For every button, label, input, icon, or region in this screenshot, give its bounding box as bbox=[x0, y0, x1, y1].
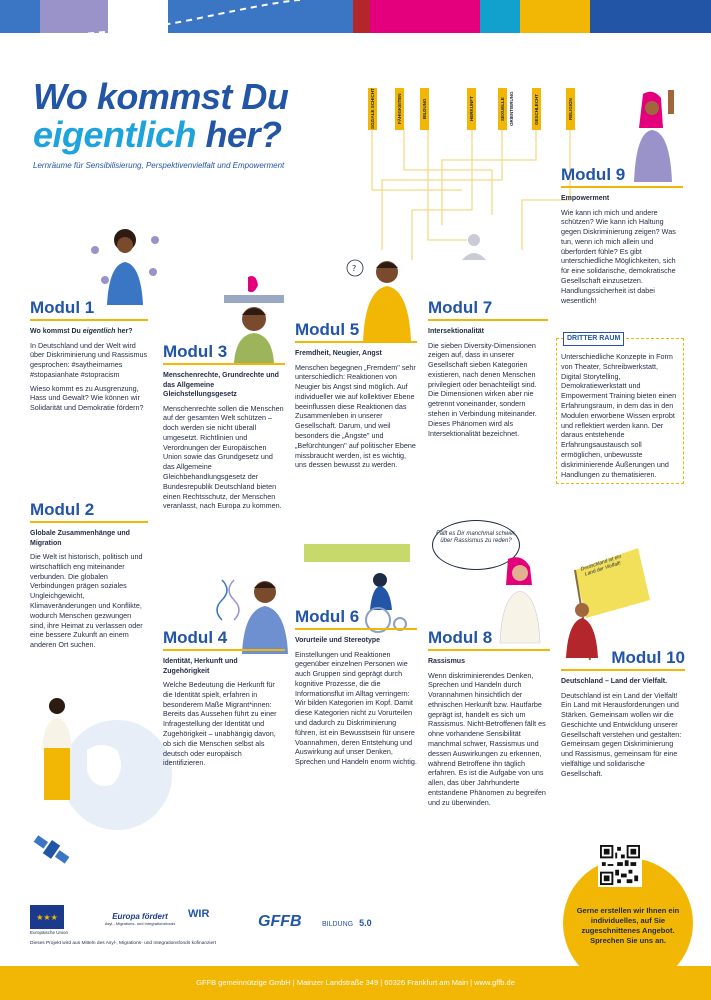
dimension-label: FÄHIGKEITEN bbox=[395, 88, 404, 130]
dritter-raum-text: Unterschiedliche Konzepte in Form von Theater, Schreibwerkstatt, Digital Storytelling, Demokratiewerkstatt und Empowerment Training bieten einen Erfahrungsraum, in dem das in den Modulen erworbene Wissen erprobt und reflektiert werden kann. Der daraus entstehende Erfahrungsaustausch soll ermöglichen, unbewusste diskriminierende Äußerungen und Handlungen zu thematisieren. bbox=[561, 352, 677, 479]
module-4 bbox=[163, 628, 285, 772]
module-subtitle: Globale Zusammenhänge und Migration bbox=[30, 530, 130, 547]
bildung-logo bbox=[322, 918, 372, 928]
eu-label: Europäische Union bbox=[30, 930, 69, 935]
title-accent: eigentlich bbox=[33, 114, 197, 155]
module-underline bbox=[561, 669, 685, 671]
module-1 bbox=[30, 298, 148, 417]
color-segment bbox=[370, 0, 480, 33]
dimension-label: SOZIALE SCHICHT bbox=[370, 88, 375, 130]
qr-code-graphic bbox=[600, 845, 640, 885]
module-subtitle: Vorurteile und Stereotype bbox=[295, 637, 381, 644]
module-subtitle: Intersektionalität bbox=[428, 328, 485, 335]
footer-bar bbox=[0, 966, 711, 1000]
eu-logo bbox=[30, 905, 68, 935]
bildung-version: 5.0 bbox=[359, 918, 372, 928]
title-line-1: Wo kommst Du bbox=[33, 76, 289, 117]
dimension-label: HERKUNFT bbox=[467, 88, 476, 130]
module-3 bbox=[163, 342, 285, 515]
module-heading: Modul 10 bbox=[611, 648, 685, 667]
module-8 bbox=[428, 628, 550, 812]
module-text: Wie kann ich mich und andere schützen? Wie kann ich Haltung gegen Diskriminierung zeigen? Was tun, wenn ich mich allein und überfordert fühle? Es gibt unterschiedliche Möglichkeiten, sich für eine solidarische, demokratische Gesellschaft einzusetzen. Handlungssicherheit ist dabei wesentlich! bbox=[561, 207, 676, 305]
module-text: Welche Bedeutung die Herkunft für die Identität spielt, erfahren in besonderem Maße Migrant*innen: Bereits das Aussehen führt zu einer Infragestellung der Identität und Zugehörigkeit – unabhängig davon, ob sich die Menschen selbst als deutsch oder europäisch identifizieren. bbox=[163, 680, 277, 768]
subtitle-part: her? bbox=[115, 328, 133, 335]
color-segment bbox=[590, 0, 711, 33]
module-underline bbox=[30, 319, 148, 321]
title-line-2 bbox=[33, 116, 288, 154]
module-underline bbox=[30, 521, 148, 523]
svg-text:?: ? bbox=[352, 264, 357, 273]
module-underline bbox=[295, 628, 417, 630]
module-underline bbox=[163, 363, 285, 365]
module-heading: Modul 7 bbox=[428, 298, 493, 317]
gffb-logo: GFFB bbox=[258, 913, 302, 930]
dritter-raum-label: DRITTER RAUM bbox=[563, 332, 624, 346]
module-underline bbox=[163, 649, 285, 651]
offer-text: Gerne erstellen wir Ihnen ein individuelles, auf Sie zugeschnittenes Angebot. Sprechen Sie uns an. bbox=[576, 906, 680, 945]
eu-flag-icon: ★★★ bbox=[30, 905, 64, 929]
module-subtitle: Fremdheit, Neugier, Angst bbox=[295, 350, 382, 357]
module-underline bbox=[428, 319, 548, 321]
module-underline bbox=[295, 341, 417, 343]
europa-foerdert-text: Europa fördert bbox=[112, 912, 168, 921]
footer-address[interactable]: GFFB gemeinnützige GmbH | Mainzer Landstraße 349 | 60326 Frankfurt am Main | www.gffb.de bbox=[196, 978, 515, 987]
qr-code-icon[interactable] bbox=[598, 843, 642, 887]
module-text: In Deutschland und der Welt wird über Diskriminierung und Rassismus gesprochen: #saytheirnames #stopasianhate #stopracism bbox=[30, 340, 148, 379]
module-heading: Modul 2 bbox=[30, 500, 95, 519]
speech-bubble: Fällt es Dir manchmal schwer, über Rassismus zu reden? bbox=[432, 520, 520, 570]
module-text: Wieso kommt es zu Ausgrenzung, Hass und Gewalt? Wie können wir Solidarität und Demokratie fördern? bbox=[30, 383, 144, 413]
color-segment bbox=[520, 0, 590, 33]
title-rest: her? bbox=[196, 114, 282, 155]
module-subtitle bbox=[30, 327, 148, 337]
dimensions-network-illustration bbox=[352, 120, 552, 270]
color-segment bbox=[480, 0, 520, 33]
funding-note: Dieses Projekt wird aus Mitteln des Asyl-, Migrations- und Integrationsfonds kofinanziert bbox=[30, 941, 217, 946]
subtitle-part: eigentlich bbox=[82, 328, 116, 335]
flag-text: Deutschland ist ein Land der Vielfalt! bbox=[580, 553, 623, 578]
dimension-label: GESCHLECHT bbox=[532, 88, 541, 130]
module-text: Menschenrechte sollen die Menschen auf der gesamten Welt schützen – doch werden sie nicht überall umgesetzt. Richtlinien und Verordnungen der Europäischen Union sowie das Grundgesetz und das Allgemeine Gleichbehandlungsgesetz der Bundesrepublik Deutschland bieten einen Rechtsschutz, der Menschen veranlasst, nach Europa zu kommen. bbox=[163, 403, 284, 511]
color-segment bbox=[353, 0, 370, 33]
diversity-dimensions bbox=[368, 88, 583, 138]
module-subtitle: Rassismus bbox=[428, 658, 465, 665]
page-subtitle: Lernräume für Sensibilisierung, Perspektivenvielfalt und Empowerment bbox=[33, 161, 285, 170]
module-text: Wenn diskriminierendes Denken, Sprechen und Handeln durch Vorannahmen hinsichtlich der ethnischen Herkunft bzw. Hautfarbe geprägt ist, handelt es sich um Rassismus. Nicht-Betroffenen fällt es ohne vorhandene Sensibilität manchmal schwer, Rassismus und dessen Auswirkungen zu erkennen, während Betroffene ihn täglich erfahren. Es ist die Aufgabe von uns allen, das über Jahrhunderte entstandene Phänomen zu begreifen und zu überwinden. bbox=[428, 670, 546, 807]
module-9 bbox=[561, 165, 683, 309]
module-subtitle: Identität, Herkunft und Zugehörigkeit bbox=[163, 658, 238, 675]
dritter-raum-box bbox=[556, 335, 684, 484]
module-text: Deutschland ist ein Land der Vielfalt! Ein Land mit Herausforderungen und Stärken. Gemeinsam wollen wir die Geschichte und Entwicklung unserer Gesellschaft verstehen und gestalten: Gemeinsam gegen Diskriminierung und Rassismus, gemeinsam für eine vielfältige und solidarische Gesellschaft. bbox=[561, 690, 682, 778]
module-5 bbox=[295, 320, 417, 474]
module-heading: Modul 8 bbox=[428, 628, 493, 647]
person-thinking-illustration bbox=[85, 210, 165, 310]
module-text: Einstellungen und Reaktionen gegenüber einzelnen Personen wie auch Gruppen sind geprägt durch kognitive Prozesse, die die Informationsflut im Alltag verringern: Wir bilden Kategorien im Kopf. Damit diese Kategorien nicht zu Vorurteilen und dadurch zu Diskriminierung führen, ist ein Bewusstsein für unsere Voannahmen, deren Entstehung und Auswirkung auf unser Denken, Sprechen und Handeln enorm wichtig. bbox=[295, 649, 417, 767]
module-heading: Modul 9 bbox=[561, 165, 626, 184]
dimension-label: BILDUNG bbox=[420, 88, 429, 130]
module-underline bbox=[428, 649, 550, 651]
dashed-path-decoration bbox=[0, 0, 300, 40]
module-heading: Modul 3 bbox=[163, 342, 228, 361]
module-underline bbox=[561, 186, 683, 188]
module-10 bbox=[561, 648, 685, 783]
module-subtitle: Empowerment bbox=[561, 195, 610, 202]
module-heading: Modul 4 bbox=[163, 628, 228, 647]
module-subtitle: Deutschland – Land der Vielfalt. bbox=[561, 678, 668, 685]
person-globe-illustration bbox=[12, 690, 182, 890]
wir-logo: WIR bbox=[188, 908, 210, 920]
module-subtitle: Menschenrechte, Grundrechte und das Allgemeine Gleichstellungsgesetz bbox=[163, 372, 279, 398]
module-heading: Modul 6 bbox=[295, 607, 360, 626]
europa-foerdert-logo bbox=[100, 912, 180, 926]
module-text: Die Welt ist historisch, politisch und wirtschaftlich eng miteinander verbunden. Die globalen Verbindungen prägen soziales Ungleichgewicht, Klimaveränderungen und Konflikte, wodurch Menschen gezwungen sind, ihre Heimat zu verlassen oder eine bessere Zukunft an einem anderen Ort suchen. bbox=[30, 552, 143, 650]
module-text: Die sieben Diversity-Dimensionen zeigen auf, dass in unserer Gesellschaft sieben Kategorien existieren, nach denen Menschen privilegiert oder benachteiligt sind. Die Dimensionen wirken aber nie getrennt voneinander, sondern stehen in Verbindung miteinander. Dieses Phänomen wird als Intersektionalität bezeichnet. bbox=[428, 340, 537, 438]
module-text: Menschen begegnen „Fremdem" sehr unterschiedlich: Reaktionen von Neugier bis Angst sind möglich. Auf individueller wie auf kollektiver Ebene beeinflussen diese Reaktionen das Zusammenleben in unserer Gesellschaft. Darum, und weil besonders die „Ängste" und „Befürchtungen" auf politischer Ebene missbraucht werden, ist es wichtig, uns dessen bewusst zu werden. bbox=[295, 362, 416, 470]
europa-foerdert-sub: Asyl-, Migrations- und Integrationsfonds bbox=[104, 921, 176, 926]
dimension-label: SEXUELLE ORIENTIERUNG bbox=[498, 88, 507, 130]
dimension-label: RELIGION bbox=[566, 88, 575, 130]
page-title bbox=[33, 78, 288, 154]
module-heading: Modul 1 bbox=[30, 298, 95, 317]
module-heading: Modul 5 bbox=[295, 320, 360, 339]
module-6 bbox=[295, 607, 417, 771]
module-7 bbox=[428, 298, 548, 442]
bildung-text: BILDUNG bbox=[322, 921, 354, 928]
subtitle-part: Wo kommst Du bbox=[30, 328, 83, 335]
module-2 bbox=[30, 500, 148, 654]
